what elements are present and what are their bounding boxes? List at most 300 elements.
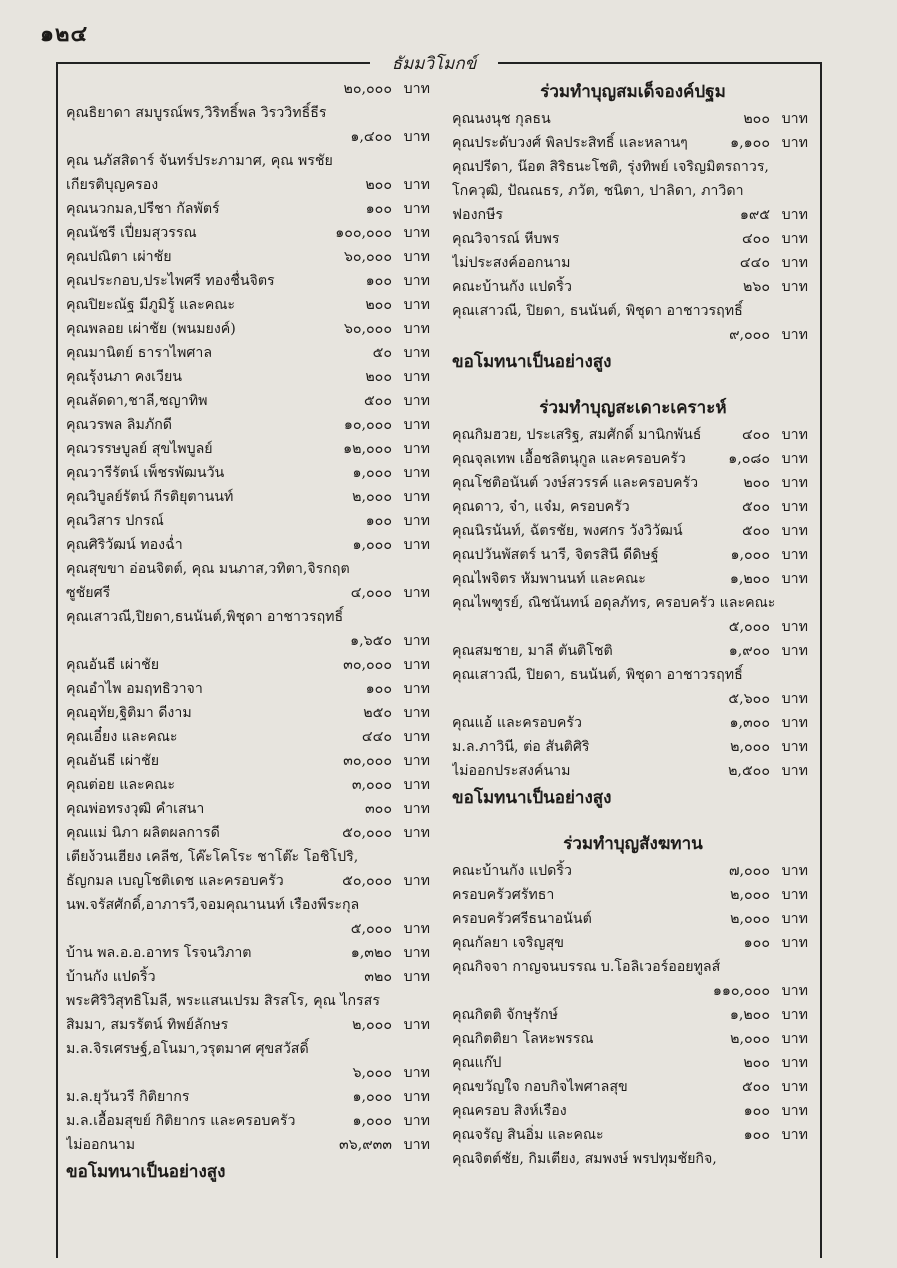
donation-amount: ๔,๐๐๐: [350, 585, 392, 601]
donation-amount: ๑,๐๘๐: [728, 451, 770, 467]
donation-amount: ๒๐๐: [365, 297, 392, 313]
donation-amount: ๕๐๐: [741, 523, 770, 539]
donor-name: ไม่ออกนาม: [66, 1137, 136, 1153]
donor-row: [66, 894, 430, 918]
donor-row: [452, 568, 814, 592]
section-gap: [452, 378, 814, 394]
left-column: [66, 78, 430, 1188]
currency-unit: บาท: [781, 523, 808, 539]
donor-row: [66, 222, 430, 246]
donor-row: [452, 980, 814, 1004]
donor-row: [452, 712, 814, 736]
donor-name: คุณแม่ นิภา ผลิตผลการดี: [66, 825, 220, 841]
donor-row: [452, 300, 814, 324]
donor-row: [66, 558, 430, 582]
donor-name: คุณศิริวัฒน์ ทองฉ่ำ: [66, 537, 183, 553]
currency-unit: บาท: [781, 643, 808, 659]
donor-name: เตียง้วนเฮียง เคลีช, โค๊ะโคโระ ชาโต๊ะ โอชิโปริ,: [66, 849, 359, 865]
donor-row: [66, 462, 430, 486]
donor-row: [452, 664, 814, 688]
currency-unit: บาท: [403, 369, 430, 385]
donor-name: คณะบ้านกัง แปดริ้ว: [452, 279, 572, 295]
currency-unit: บาท: [781, 475, 808, 491]
donor-name: คุณดาว, จ๋า, แจ๋ม, ครอบครัว: [452, 499, 630, 515]
donor-name: คุณแอ้ และครอบครัว: [452, 715, 583, 731]
section-heading-text: ร่วมทำบุญสะเดาะเคราะห์: [539, 398, 727, 418]
donor-name: คุณแก๊ป: [452, 1055, 502, 1071]
donor-row: [66, 774, 430, 798]
donation-amount: ๑,๓๒๐: [350, 945, 392, 961]
donation-amount: ๓๐,๐๐๐: [343, 657, 392, 673]
section-gap: [452, 814, 814, 830]
donor-name: คุณนิรนันท์, ฉัตรชัย, พงศกร วังวิวัฒน์: [452, 523, 683, 539]
currency-unit: บาท: [403, 585, 430, 601]
donation-amount: ๗,๐๐๐: [728, 863, 770, 879]
donor-row: [66, 366, 430, 390]
donation-amount: ๑,๐๐๐: [352, 1089, 392, 1105]
donor-row: [66, 102, 430, 126]
donation-amount: ๒๐๐: [743, 475, 770, 491]
donor-name: พระศิริวิสุทธิโมลี, พระแสนเปรม สิรสโร, คุณ ไกรสร: [66, 993, 380, 1009]
donor-row: [452, 1100, 814, 1124]
currency-unit: บาท: [781, 207, 808, 223]
currency-unit: บาท: [403, 1017, 430, 1033]
currency-unit: บาท: [781, 1055, 808, 1071]
donor-name: คุณสุขขา อ่อนจิตต์, คุณ มนภาส,วทิตา,จิรกฤต: [66, 561, 350, 577]
donation-amount: ๒๐๐: [365, 177, 392, 193]
donor-name: คุณธิยาดา สมบูรณ์พร,วิริทธิ์พล วิรววิทธิ์ธีร: [66, 105, 327, 121]
donation-amount: ๒๐๐: [743, 111, 770, 127]
donor-row: [66, 390, 430, 414]
donor-row: [452, 616, 814, 640]
donor-name: คุณอันธี เผ่าชัย: [66, 753, 160, 769]
donor-name: คุณลัดดา,ชาลี,ชญาทิพ: [66, 393, 208, 409]
donation-amount: ๕๐๐: [741, 1079, 770, 1095]
donor-row: [66, 1086, 430, 1110]
closing-thanks: [66, 1158, 430, 1188]
currency-unit: บาท: [403, 729, 430, 745]
donor-name: คุณวรรษบูลย์ สุขไพบูลย์: [66, 441, 213, 457]
donor-name: บ้านกัง แปดริ้ว: [66, 969, 156, 985]
donor-name: เกียรติบุญครอง: [66, 177, 159, 193]
donor-row: [452, 932, 814, 956]
currency-unit: บาท: [403, 873, 430, 889]
currency-unit: บาท: [781, 619, 808, 635]
donation-amount: ๒,๐๐๐: [352, 489, 392, 505]
donation-amount: ๑,๐๐๐: [730, 547, 770, 563]
donor-name: คุณวรพล ลิมภักดี: [66, 417, 172, 433]
donor-name: ม.ล.เอื้อมสุขย์ กิติยากร และครอบครัว: [66, 1113, 296, 1129]
donation-amount: ๒,๕๐๐: [728, 763, 770, 779]
donor-row: [66, 1062, 430, 1086]
donor-row: [452, 688, 814, 712]
currency-unit: บาท: [403, 1065, 430, 1081]
donor-row: [452, 1076, 814, 1100]
donor-name: คุณมานิตย์ ธาราไพศาล: [66, 345, 213, 361]
donor-name: คุณพลอย เผ่าชัย (พนมยงค์): [66, 321, 236, 337]
donation-amount: ๒,๐๐๐: [352, 1017, 392, 1033]
currency-unit: บาท: [781, 691, 808, 707]
donor-row: [66, 486, 430, 510]
currency-unit: บาท: [403, 465, 430, 481]
currency-unit: บาท: [403, 705, 430, 721]
donor-name: คุณนวกมล,ปรีชา กัลพัตร์: [66, 201, 220, 217]
currency-unit: บาท: [781, 1031, 808, 1047]
running-head: ธัมมวิโมกข์: [370, 50, 498, 77]
donor-name: คุณนัชรี เปี่ยมสุวรรณ: [66, 225, 197, 241]
donation-amount: ๑,๐๐๐: [352, 537, 392, 553]
donor-row: [452, 1124, 814, 1148]
section-heading: [452, 394, 814, 424]
donation-amount: ๒๐๐: [743, 1055, 770, 1071]
donation-amount: ๓,๐๐๐: [351, 777, 392, 793]
donation-amount: ๕๐: [372, 345, 392, 361]
donor-name: คุณครอบ สิงห์เรือง: [452, 1103, 567, 1119]
currency-unit: บาท: [403, 441, 430, 457]
currency-unit: บาท: [781, 1079, 808, 1095]
donation-amount: ๖๐,๐๐๐: [343, 249, 392, 265]
currency-unit: บาท: [403, 537, 430, 553]
donor-row: [66, 198, 430, 222]
currency-unit: บาท: [781, 739, 808, 755]
donation-amount: ๔๐๐: [741, 427, 770, 443]
donation-amount: ๑๐๐: [365, 513, 392, 529]
donation-amount: ๕,๐๐๐: [350, 921, 392, 937]
donor-name: คุณกิมฮวย, ประเสริฐ, สมศักดิ์ มานิกพันธ์: [452, 427, 702, 443]
closing-thanks: [452, 784, 814, 814]
donor-row: [452, 760, 814, 784]
currency-unit: บาท: [403, 489, 430, 505]
donor-row: [66, 918, 430, 942]
donation-amount: ๖๐,๐๐๐: [343, 321, 392, 337]
donor-name: คุณวิสาร ปกรณ์: [66, 513, 164, 529]
donation-amount: ๕๐,๐๐๐: [342, 873, 392, 889]
donor-name: คุณจรัญ สินอิ่ม และคณะ: [452, 1127, 604, 1143]
currency-unit: บาท: [403, 297, 430, 313]
currency-unit: บาท: [403, 129, 430, 145]
donation-amount: ๙,๐๐๐: [729, 327, 770, 343]
currency-unit: บาท: [781, 571, 808, 587]
donor-name: คุณวิจารณ์ หีบพร: [452, 231, 560, 247]
currency-unit: บาท: [781, 1127, 808, 1143]
donor-row: [452, 156, 814, 180]
donor-row: [66, 78, 430, 102]
donation-amount: ๑๙๕: [739, 207, 770, 223]
donor-row: [452, 1052, 814, 1076]
donor-row: [452, 228, 814, 252]
donor-name: คุณอันธี เผ่าชัย: [66, 657, 160, 673]
donor-name: คุณปรีดา, น๊อต สิริธนะโชติ, รุ่งทิพย์ เจริญมิตรถาวร,: [452, 159, 769, 175]
donor-name: คุณอุทัย,ฐิติมา ดีงาม: [66, 705, 192, 721]
currency-unit: บาท: [781, 547, 808, 563]
donor-name: คุณไพจิตร หัมพานนท์ และคณะ: [452, 571, 646, 587]
currency-unit: บาท: [403, 249, 430, 265]
donor-row: [66, 678, 430, 702]
donor-name: คุณขวัญใจ กอบกิจไพศาลสุข: [452, 1079, 628, 1095]
donor-row: [66, 342, 430, 366]
currency-unit: บาท: [403, 1113, 430, 1129]
donor-row: [66, 1110, 430, 1134]
currency-unit: บาท: [781, 911, 808, 927]
donation-amount: ๑๐๐: [365, 201, 392, 217]
donor-row: [452, 520, 814, 544]
donation-amount: ๑๒,๐๐๐: [343, 441, 392, 457]
donor-name: คุณวิบูลย์รัตน์ กีรติยุตานนท์: [66, 489, 234, 505]
donor-row: [452, 252, 814, 276]
donation-amount: ๑,๑๐๐: [730, 135, 770, 151]
donor-row: [66, 318, 430, 342]
donor-row: [452, 1028, 814, 1052]
currency-unit: บาท: [781, 715, 808, 731]
donation-amount: ๕๐๐: [363, 393, 392, 409]
donor-name: ธัญกมล เบญโชติเดช และครอบครัว: [66, 873, 284, 889]
currency-unit: บาท: [403, 417, 430, 433]
page-number: ๑๒๔: [40, 21, 89, 47]
currency-unit: บาท: [781, 935, 808, 951]
currency-unit: บาท: [403, 1089, 430, 1105]
donation-amount: ๑๐๐,๐๐๐: [335, 225, 392, 241]
donation-amount: ๓๒๐: [364, 969, 392, 985]
donor-row: [452, 908, 814, 932]
donor-name: คุณเอี๋ยง และคณะ: [66, 729, 178, 745]
section-heading-text: ร่วมทำบุญสังฆทาน: [563, 834, 703, 854]
currency-unit: บาท: [781, 231, 808, 247]
donor-name: คุณไพฑูรย์, ณิชนันทน์ อดุลภัทร, ครอบครัว และคณะ: [452, 595, 776, 611]
donor-name: ครอบครัวศรัทธา: [452, 887, 555, 903]
currency-unit: บาท: [403, 273, 430, 289]
donor-name: คุณประดับวงศ์ พิลประสิทธิ์ และหลานๆ: [452, 135, 688, 151]
donor-name: คุณรุ้งนภา คงเวียน: [66, 369, 182, 385]
donor-row: [66, 702, 430, 726]
donor-row: [452, 276, 814, 300]
donor-row: [66, 822, 430, 846]
currency-unit: บาท: [403, 177, 430, 193]
donor-row: [66, 294, 430, 318]
donor-name: คุณปวันพัสตร์ นารี, จิตรสินี ดีดิษฐ์: [452, 547, 659, 563]
currency-unit: บาท: [781, 427, 808, 443]
donor-name: คุณ นภัสสิดาร์ จันทร์ประภามาศ, คุณ พรชัย: [66, 153, 333, 169]
currency-unit: บาท: [403, 321, 430, 337]
donor-row: [452, 884, 814, 908]
currency-unit: บาท: [781, 135, 808, 151]
donor-name: ม.ล.ยุวันวรี กิติยากร: [66, 1089, 190, 1105]
donor-name: คุณปณิตา เผ่าชัย: [66, 249, 172, 265]
donor-name: ม.ล.จิรเศรษฐ์,อโนมา,วรุตมาศ ศุขสวัสดิ์: [66, 1041, 309, 1057]
closing-thanks-text: ขอโมทนาเป็นอย่างสูง: [66, 1162, 226, 1182]
donation-amount: ๖,๐๐๐: [352, 1065, 392, 1081]
currency-unit: บาท: [403, 345, 430, 361]
donor-name: ม.ล.ภาวินี, ต่อ สันติศิริ: [452, 739, 590, 755]
section-heading: [452, 78, 814, 108]
donation-amount: ๔๔๐: [739, 255, 770, 271]
donation-amount: ๑๐๐: [365, 273, 392, 289]
donation-amount: ๒,๐๐๐: [730, 1031, 770, 1047]
donor-row: [66, 126, 430, 150]
closing-thanks-text: ขอโมทนาเป็นอย่างสูง: [452, 352, 612, 372]
currency-unit: บาท: [403, 753, 430, 769]
donation-amount: ๔๔๐: [361, 729, 392, 745]
currency-unit: บาท: [403, 81, 430, 97]
donor-row: [66, 270, 430, 294]
donor-row: [66, 846, 430, 870]
donor-name: ฟองกษีร: [452, 207, 504, 223]
donor-row: [66, 750, 430, 774]
donation-amount: ๒๖๐: [742, 279, 770, 295]
donor-row: [452, 496, 814, 520]
donation-amount: ๒๐๐: [365, 369, 392, 385]
donor-name: คุณจิตต์ชัย, กิมเตียง, สมพงษ์ พรปทุมชัยกิจ,: [452, 1151, 717, 1167]
donor-name: คุณอำไพ อมฤทธิวาจา: [66, 681, 203, 697]
currency-unit: บาท: [781, 863, 808, 879]
donor-name: ไม่ประสงค์ออกนาม: [452, 255, 571, 271]
currency-unit: บาท: [403, 801, 430, 817]
donor-row: [66, 870, 430, 894]
donor-row: [66, 942, 430, 966]
donation-amount: ๔๐๐: [741, 231, 770, 247]
donation-amount: ๑,๙๐๐: [728, 643, 770, 659]
donor-name: โกควุฒิ, ปัณณธร, ภวัต, ชนิตา, ปาลิดา, ภาวิดา: [452, 183, 744, 199]
donor-name: คุณเสาวณี,ปิยดา,ธนนันต์,พิชุดา อาชาวรฤทธิ์: [66, 609, 344, 625]
donation-amount: ๓๐,๐๐๐: [343, 753, 392, 769]
donor-row: [66, 606, 430, 630]
donor-name: ไม่ออกประสงค์นาม: [452, 763, 571, 779]
donation-amount: ๕,๐๐๐: [728, 619, 770, 635]
donation-amount: ๑,๒๐๐: [729, 571, 770, 587]
currency-unit: บาท: [781, 887, 808, 903]
donation-amount: ๑๐๐: [743, 935, 770, 951]
donor-name: คุณเสาวณี, ปิยดา, ธนนันต์, พิชุดา อาชาวรฤทธิ์: [452, 667, 743, 683]
currency-unit: บาท: [403, 657, 430, 673]
currency-unit: บาท: [403, 945, 430, 961]
donor-row: [66, 438, 430, 462]
donor-row: [452, 736, 814, 760]
donor-row: [452, 132, 814, 156]
donor-row: [66, 534, 430, 558]
donor-row: [452, 472, 814, 496]
donor-row: [66, 798, 430, 822]
donation-amount: ๒๐,๐๐๐: [343, 81, 392, 97]
donor-name: คุณเสาวณี, ปิยดา, ธนนันต์, พิชุดา อาชาวรฤทธิ์: [452, 303, 743, 319]
currency-unit: บาท: [781, 279, 808, 295]
donation-amount: ๓๐๐: [364, 801, 392, 817]
donation-amount: ๒,๐๐๐: [730, 911, 770, 927]
donor-row: [452, 108, 814, 132]
donation-amount: ๑,๐๐๐: [352, 465, 392, 481]
donation-amount: ๕,๖๐๐: [728, 691, 770, 707]
currency-unit: บาท: [403, 825, 430, 841]
donor-name: คุณกัลยา เจริญสุข: [452, 935, 564, 951]
donation-amount: ๕๐,๐๐๐: [342, 825, 392, 841]
currency-unit: บาท: [403, 681, 430, 697]
currency-unit: บาท: [403, 201, 430, 217]
donation-amount: ๑,๐๐๐: [352, 1113, 392, 1129]
currency-unit: บาท: [403, 633, 430, 649]
donor-row: [66, 246, 430, 270]
donor-name: คุณสมชาย, มาลี ตันติโชติ: [452, 643, 613, 659]
currency-unit: บาท: [403, 1137, 430, 1153]
donor-row: [452, 1004, 814, 1028]
donation-amount: ๓๖,๙๓๓: [338, 1137, 392, 1153]
donor-name: คุณวารีรัตน์ เพ็ชรพัฒนวัน: [66, 465, 225, 481]
donor-row: [452, 640, 814, 664]
donor-row: [66, 1014, 430, 1038]
donor-row: [452, 592, 814, 616]
donor-row: [452, 860, 814, 884]
right-column: [452, 78, 814, 1172]
donor-row: [66, 654, 430, 678]
currency-unit: บาท: [403, 777, 430, 793]
currency-unit: บาท: [781, 1103, 808, 1119]
donor-name: สิมมา, สมรรัตน์ ทิพย์ลักษร: [66, 1017, 229, 1033]
donor-name: ครอบครัวศรีธนาอนันต์: [452, 911, 592, 927]
currency-unit: บาท: [781, 1007, 808, 1023]
donor-row: [452, 1148, 814, 1172]
donor-row: [452, 324, 814, 348]
donation-amount: ๒,๐๐๐: [730, 887, 770, 903]
donor-name: คุณนงนุช กุลธน: [452, 111, 551, 127]
donor-row: [66, 966, 430, 990]
section-heading: [452, 830, 814, 860]
currency-unit: บาท: [403, 225, 430, 241]
currency-unit: บาท: [403, 921, 430, 937]
currency-unit: บาท: [781, 763, 808, 779]
donation-amount: ๑,๓๐๐: [729, 715, 770, 731]
donor-row: [66, 414, 430, 438]
currency-unit: บาท: [781, 451, 808, 467]
donor-row: [66, 630, 430, 654]
closing-thanks-text: ขอโมทนาเป็นอย่างสูง: [452, 788, 612, 808]
donor-row: [66, 990, 430, 1014]
donor-row: [452, 448, 814, 472]
donor-name: คุณต่อย และคณะ: [66, 777, 175, 793]
donor-name: คุณกิตติ จักษุรักษ์: [452, 1007, 558, 1023]
section-heading-text: ร่วมทำบุญสมเด็จองค์ปฐม: [540, 82, 726, 102]
donor-row: [66, 1134, 430, 1158]
donation-amount: ๑๐๐: [365, 681, 392, 697]
currency-unit: บาท: [781, 327, 808, 343]
donor-row: [66, 174, 430, 198]
currency-unit: บาท: [781, 111, 808, 127]
currency-unit: บาท: [403, 513, 430, 529]
donor-row: [452, 956, 814, 980]
donation-amount: ๒๕๐: [363, 705, 392, 721]
currency-unit: บาท: [403, 393, 430, 409]
donor-name: คณะบ้านกัง แปดริ้ว: [452, 863, 572, 879]
donor-name: ซูชัยศรี: [66, 585, 111, 601]
donor-row: [66, 1038, 430, 1062]
donor-name: คุณพ่อทรงวุฒิ คำเสนา: [66, 801, 205, 817]
donation-amount: ๑๑๐,๐๐๐: [712, 983, 770, 999]
currency-unit: บาท: [781, 499, 808, 515]
donor-name: คุณกิตติยา โลหะพรรณ: [452, 1031, 594, 1047]
donation-amount: ๒,๐๐๐: [730, 739, 770, 755]
donor-row: [66, 726, 430, 750]
donation-amount: ๑๐๐: [743, 1103, 770, 1119]
currency-unit: บาท: [403, 969, 430, 985]
donor-row: [452, 424, 814, 448]
donation-amount: ๑,๔๐๐: [350, 129, 392, 145]
currency-unit: บาท: [781, 983, 808, 999]
donor-name: คุณกิจจา กาญจนบรรณ บ.โอลิเวอร์ออยทูลส์: [452, 959, 721, 975]
donor-row: [452, 544, 814, 568]
donor-name: บ้าน พล.อ.อ.อาทร โรจนวิภาต: [66, 945, 252, 961]
donation-amount: ๑๐,๐๐๐: [343, 417, 392, 433]
donor-row: [66, 582, 430, 606]
closing-thanks: [452, 348, 814, 378]
donation-amount: ๑,๖๕๐: [350, 633, 392, 649]
donor-row: [452, 204, 814, 228]
donor-name: คุณปิยะณัฐ มีภูมิรู้ และคณะ: [66, 297, 236, 313]
